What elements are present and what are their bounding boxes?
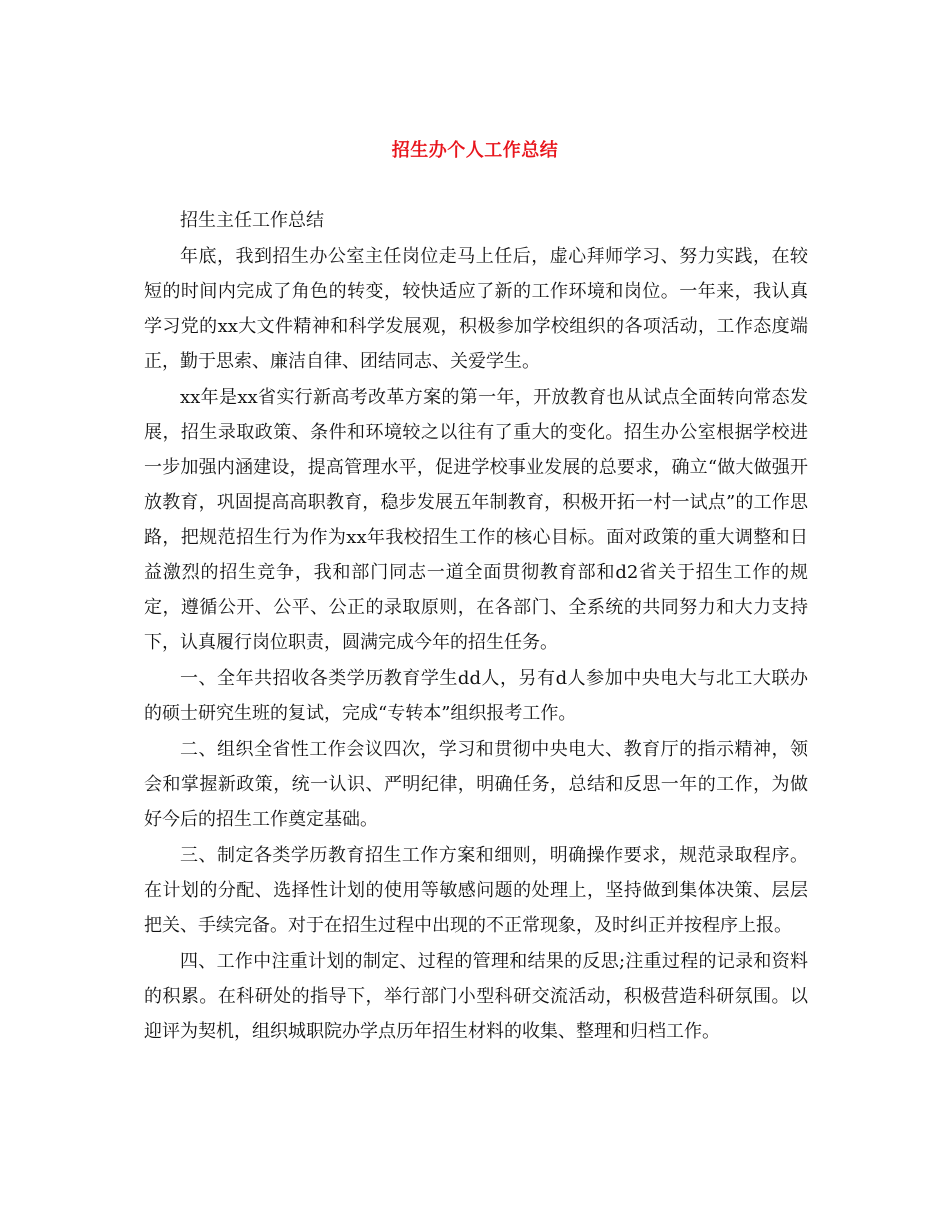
document-title: 招生办个人工作总结 bbox=[391, 140, 559, 161]
section-subtitle: 招生主任工作总结 bbox=[180, 210, 324, 231]
paragraph-background: xx年是xx省实行新高考改革方案的第一年，开放教育也从试点全面转向常态发展，招生录取政策、条件和环境较之以往有了重大的变化。招生办公室根据学校进一步加强内涵建设，提高管理水平，促进学校事业发展的总要求，确立“做大做强开放教育，巩固提高高职教育，稳步发展五年制教育，积极开拓一村一试点”的工作思路，把规范招生行为作为xx年我校招生工作的核心目标。面对政策的重大调整和日益激烈的招生竞争，我和部门同志一道全面贯彻教育部和d2省关于招生工作的规定，遵循公开、公平、公正的录取原则，在各部门、全系统的共同努力和大力支持下，认真履行岗位职责，圆满完成今年的招生任务。 bbox=[144, 387, 808, 653]
paragraph-item-3: 三、制定各类学历教育招生工作方案和细则，明确操作要求，规范录取程序。在计划的分配、选择性计划的使用等敏感问题的处理上，坚持做到集体决策、层层把关、手续完备。对于在招生过程中出现的不正常现象，及时纠正并按程序上报。 bbox=[144, 845, 808, 936]
document-body bbox=[144, 203, 808, 1049]
paragraph-intro: 年底，我到招生办公室主任岗位走马上任后，虚心拜师学习、努力实践，在较短的时间内完成了角色的转变，较快适应了新的工作环境和岗位。一年来，我认真学习党的xx大文件精神和科学发展观，积极参加学校组织的各项活动，工作态度端正，勤于思索、廉洁自律、团结同志、关爱学生。 bbox=[144, 246, 808, 372]
paragraph-item-4: 四、工作中注重计划的制定、过程的管理和结果的反思;注重过程的记录和资料的积累。在科研处的指导下，举行部门小型科研交流活动，积极营造科研氛围。以迎评为契机，组织城职院办学点历年招生材料的收集、整理和归档工作。 bbox=[144, 951, 808, 1042]
paragraph-item-1: 一、全年共招收各类学历教育学生dd人，另有d人参加中央电大与北工大联办的硕士研究生班的复试，完成“专转本”组织报考工作。 bbox=[144, 668, 808, 724]
paragraph-item-2: 二、组织全省性工作会议四次，学习和贯彻中央电大、教育厅的指示精神，领会和掌握新政策，统一认识、严明纪律，明确任务，总结和反思一年的工作，为做好今后的招生工作奠定基础。 bbox=[144, 739, 808, 830]
